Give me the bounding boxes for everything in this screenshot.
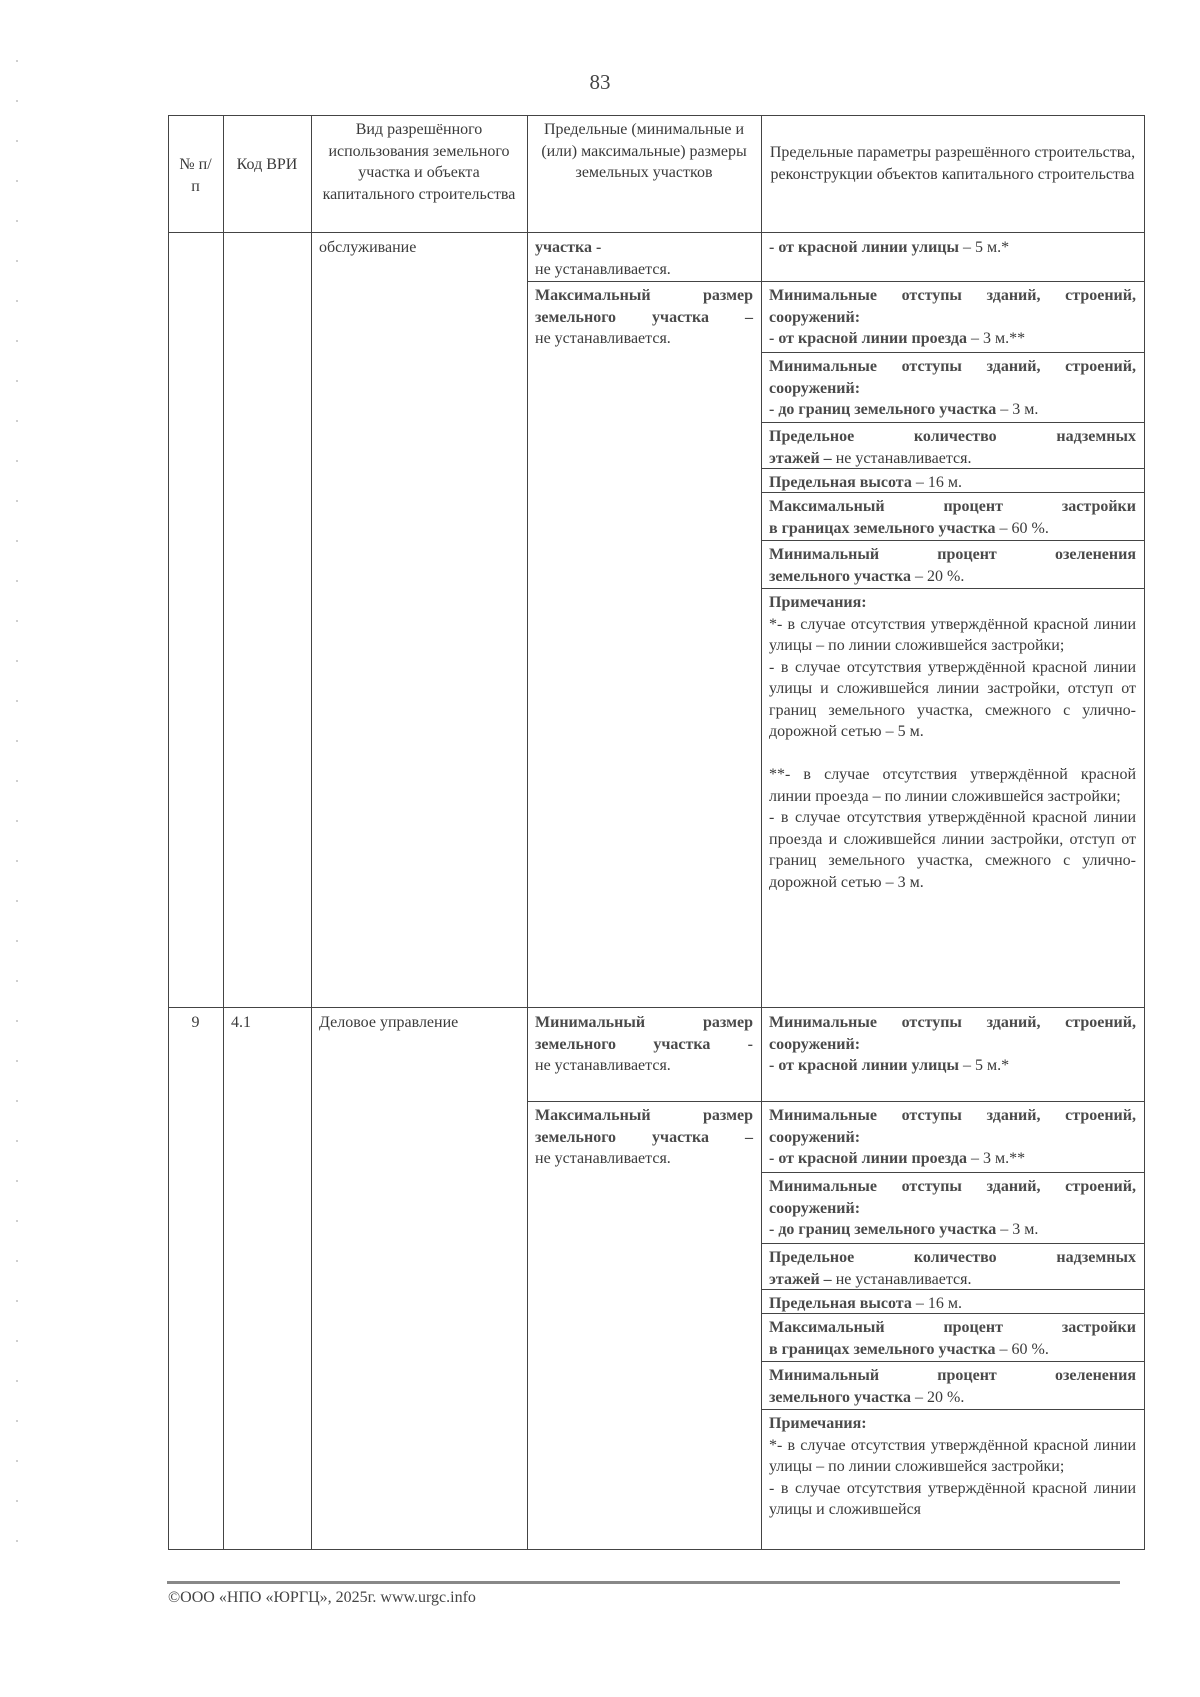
cont-notes: Примечания: *- в случае отсутствия утверждённой красной линии улицы – по линии сложившейся застройки; - в случае отсутствия утверждённой красной линии улицы и сложившейся линии застройки, отступ от границ земельного участка, смежного с улично-дорожной сетью – 5 м. **- в случае отсутствия утверждённой красной линии проезда – по линии сложившейся застройки; - в случае отсутствия утверждённой красной линии проезда и сложившейся линии застройки, отступ от границ земельного участка, смежного с улично-дорожной сетью – 3 м. [761, 590, 1144, 895]
cont-min-size-tail: участка - не устанавливается. [535, 239, 671, 278]
row9-max-size: Максимальный размер земельного участка – не устанавливается. [535, 1107, 753, 1167]
footer-rule [167, 1581, 1120, 1584]
note-text: *- в случае отсутствия утверждённой красной линии улицы – по линии сложившейся застройки; [769, 1436, 1136, 1475]
header-col-no: № п/п [179, 156, 212, 195]
cont-param-setback-street: - от красной линии улицы – 5 м.* [769, 239, 1010, 256]
scan-margin-marks [16, 60, 18, 1560]
row9-use: Деловое управление [319, 1014, 459, 1031]
note-text: *- в случае отсутствия утверждённой красной линии улицы – по линии сложившейся застройки; [769, 615, 1136, 654]
cont-param-floors: Предельное количество надземных этажей – не устанавливается. [769, 428, 1136, 467]
row9-notes: Примечания: *- в случае отсутствия утверждённой красной линии улицы – по линии сложившейся застройки; - в случае отсутствия утверждённой красной линии улицы и сложившейся [761, 1411, 1144, 1523]
row9-param-setback-street: Минимальные отступы зданий, строений, сооружений: - от красной линии улицы – 5 м.* [769, 1014, 1136, 1074]
header-col-size: Предельные (минимальные и (или) максимальные) размеры земельных участков [541, 121, 747, 181]
row9-param-setback-passage: Минимальные отступы зданий, строений, сооружений: - от красной линии проезда – 3 м.** [769, 1107, 1136, 1167]
row9-param-build-percent: Максимальный процент застройки в границах земельного участка – 60 %. [769, 1319, 1136, 1358]
note-text: - в случае отсутствия утверждённой красной линии улицы и сложившейся линии застройки, отступ от границ земельного участка, смежного с улично-дорожной сетью – 5 м. [769, 658, 1136, 740]
header-col-use: Вид разрешённого использования земельного участка и объекта капитального строительства [322, 121, 516, 203]
cont-param-setback-boundary: Минимальные отступы зданий, строений, сооружений: - до границ земельного участка – 3 м. [769, 358, 1136, 418]
note-text: **- в случае отсутствия утверждённой красной линии проезда – по линии сложившейся застройки; [769, 766, 1136, 805]
header-col-code: Код ВРИ [236, 156, 298, 173]
page-number: 83 [589, 70, 611, 94]
header-col-params: Предельные параметры разрешённого строительства, реконструкции объектов капитального строительства [769, 144, 1136, 183]
footer-copyright: ©ООО «НПО «ЮРГЦ», 2025г. www.urgc.info [168, 1589, 476, 1606]
row9-param-height: Предельная высота – 16 м. [769, 1295, 962, 1312]
note-text: - в случае отсутствия утверждённой красной линии проезда и сложившейся линии застройки, отступ от границ земельного участка, смежного с улично-дорожной сетью – 3 м. [769, 809, 1136, 891]
row9-number: 9 [191, 1014, 200, 1031]
cont-max-size: Максимальный размер земельного участка – не устанавливается. [535, 287, 753, 347]
cont-param-build-percent: Максимальный процент застройки в границах земельного участка – 60 %. [769, 498, 1136, 537]
cont-param-setback-passage: Минимальные отступы зданий, строений, сооружений: - от красной линии проезда – 3 м.** [769, 287, 1136, 347]
row9-min-size: Минимальный размер земельного участка - не устанавливается. [535, 1014, 753, 1074]
cont-use-tail: обслуживание [319, 239, 417, 256]
row9-param-setback-boundary: Минимальные отступы зданий, строений, сооружений: - до границ земельного участка – 3 м. [769, 1178, 1136, 1238]
cont-param-green-percent: Минимальный процент озеленения земельного участка – 20 %. [769, 546, 1136, 585]
note-text: - в случае отсутствия утверждённой красной линии улицы и сложившейся [769, 1479, 1136, 1518]
row9-param-green-percent: Минимальный процент озеленения земельного участка – 20 %. [769, 1367, 1136, 1406]
row9-code: 4.1 [231, 1014, 251, 1031]
cont-param-height: Предельная высота – 16 м. [769, 474, 962, 491]
row9-param-floors: Предельное количество надземных этажей – не устанавливается. [769, 1249, 1136, 1288]
